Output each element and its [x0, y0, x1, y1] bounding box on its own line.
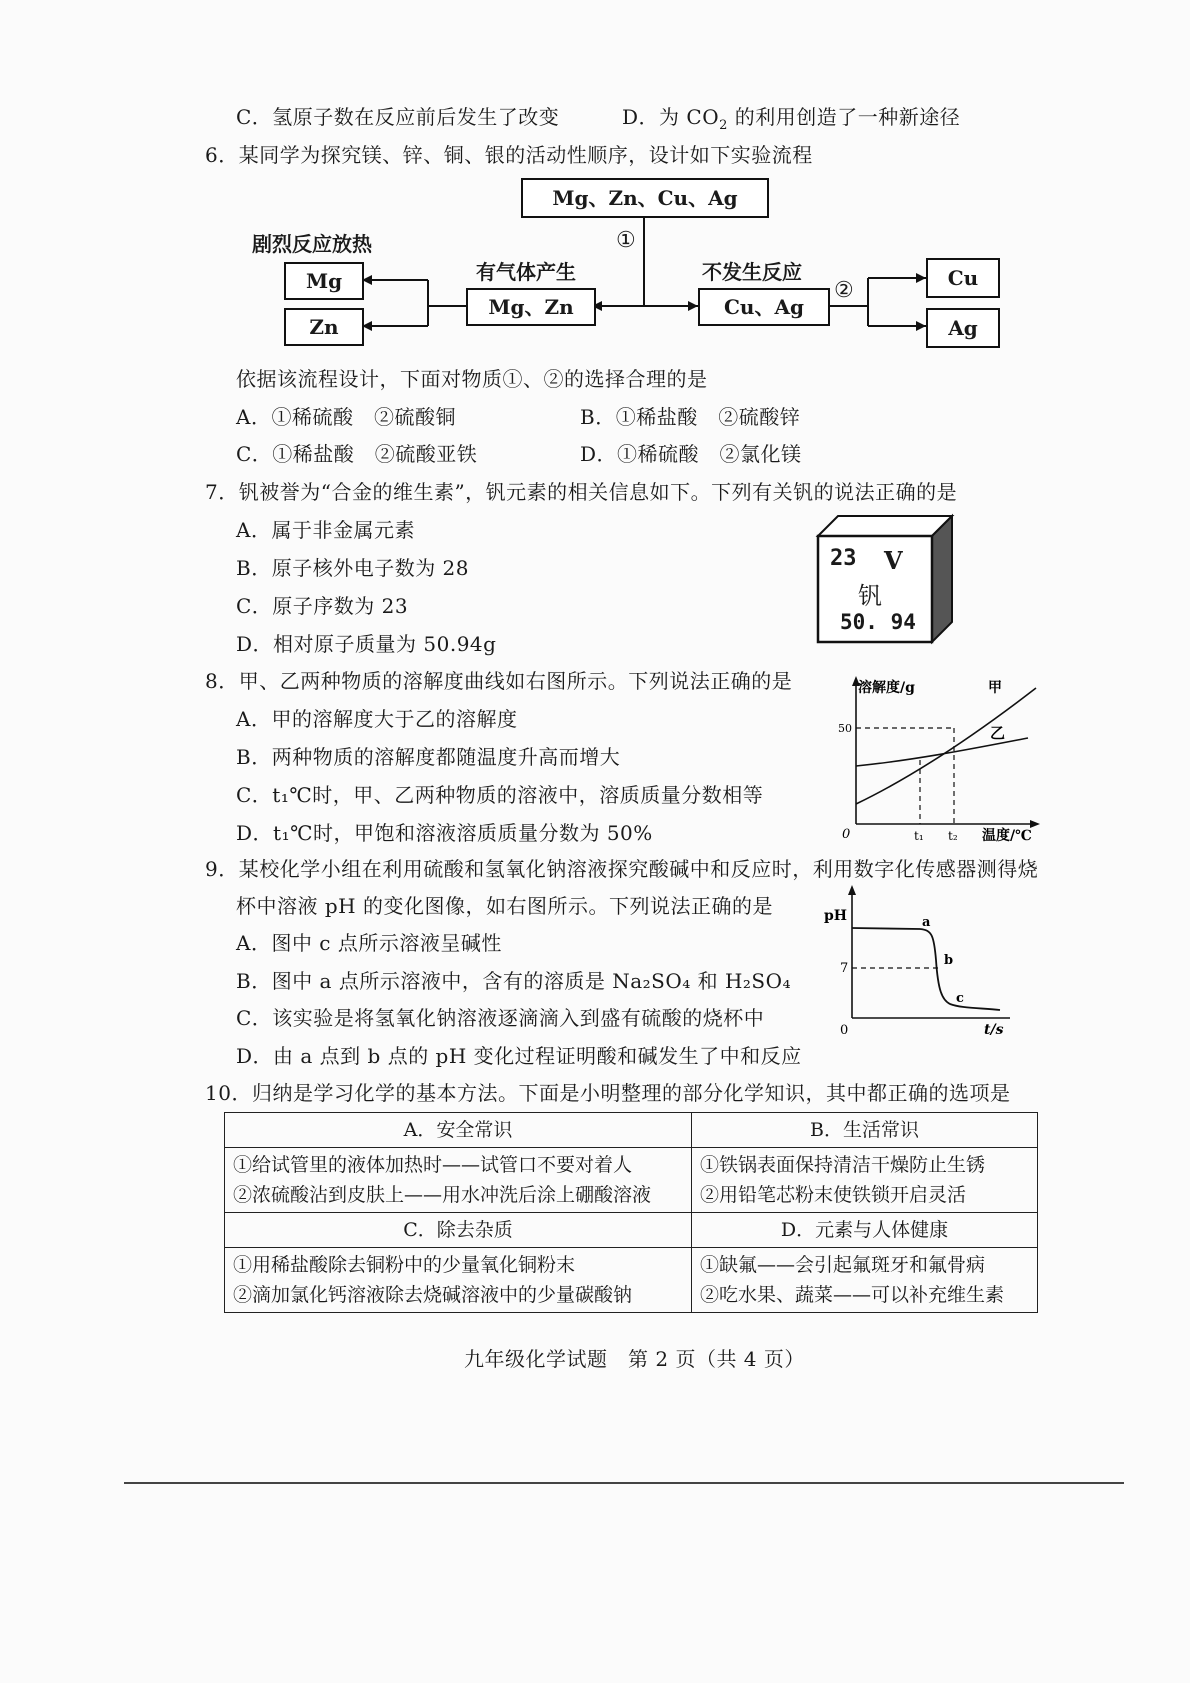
q6-option-c: C．①稀盐酸 ②硫酸亚铁: [236, 442, 478, 466]
ph-y7-tick: 7: [840, 961, 849, 976]
page-footer: 九年级化学试题 第 2 页（共 4 页）: [464, 1347, 805, 1371]
cell-b-line1: ①铁锅表面保持清洁干燥防止生锈: [700, 1154, 986, 1176]
flow-box-cu-ag: Cu、Ag: [698, 288, 830, 326]
q9-stem-line2: 杯中溶液 pH 的变化图像，如右图所示。下列说法正确的是: [236, 894, 773, 918]
element-atomic-number: 23: [830, 546, 857, 571]
cell-d-head: D．元素与人体健康: [692, 1213, 1038, 1248]
step-2-marker: ②: [834, 278, 854, 303]
element-symbol: V: [884, 546, 903, 575]
element-atomic-mass: 50. 94: [840, 610, 916, 634]
cell-a-body: [225, 1148, 692, 1213]
q7-option-c: C．原子序数为 23: [236, 594, 409, 618]
q7-option-d: D．相对原子质量为 50.94g: [236, 632, 497, 656]
flow-label-no-reaction: 不发生反应: [702, 260, 802, 284]
cell-b-line2: ②用铅笔芯粉末使铁锁开启灵活: [700, 1184, 967, 1206]
cell-d-body: [692, 1248, 1038, 1313]
q9-option-c: C．该实验是将氢氧化钠溶液逐滴滴入到盛有硫酸的烧杯中: [236, 1006, 765, 1030]
q8-option-c: C．t₁℃时，甲、乙两种物质的溶液中，溶质质量分数相等: [236, 783, 764, 807]
flow-box-all-metals: Mg、Zn、Cu、Ag: [521, 178, 769, 218]
page-bottom-rule: [124, 1482, 1124, 1484]
q6-stem: 6．某同学为探究镁、锌、铜、银的活动性顺序，设计如下实验流程: [205, 143, 813, 167]
flow-label-violent: 剧烈反应放热: [252, 232, 372, 256]
flow-box-mg-zn: Mg、Zn: [466, 288, 596, 326]
cell-a-line1: ①给试管里的液体加热时——试管口不要对着人: [233, 1154, 633, 1176]
q6-option-a: A．①稀硫酸 ②硫酸铜: [236, 405, 456, 429]
q6-question: 依据该流程设计，下面对物质①、②的选择合理的是: [236, 367, 708, 391]
q9-option-d: D．由 a 点到 b 点的 pH 变化过程证明酸和碱发生了中和反应: [236, 1044, 802, 1068]
q8-stem: 8．甲、乙两种物质的溶解度曲线如右图所示。下列说法正确的是: [205, 669, 793, 693]
q9-stem-line1: 9．某校化学小组在利用硫酸和氢氧化钠溶液探究酸碱中和反应时，利用数字化传感器测得烧: [205, 857, 1039, 881]
cell-c-head: C．除去杂质: [225, 1213, 692, 1248]
ph-chart: [820, 880, 1020, 1040]
q8-option-b: B．两种物质的溶解度都随温度升高而增大: [236, 745, 621, 769]
cell-b-body: [692, 1148, 1038, 1213]
q9-option-b: B．图中 a 点所示溶液中，含有的溶质是 Na₂SO₄ 和 H₂SO₄: [236, 969, 792, 993]
cell-d-line2: ②吃水果、蔬菜——可以补充维生素: [700, 1284, 1005, 1306]
curve-jia: [856, 688, 1036, 804]
flow-box-ag: Ag: [926, 308, 1000, 348]
ph-curve: [852, 928, 1000, 1010]
q5-option-d-subscript: 2: [719, 118, 728, 133]
cell-a-head: A．安全常识: [225, 1113, 692, 1148]
ph-origin: 0: [840, 1023, 849, 1038]
chart-t1-tick: t₁: [914, 829, 924, 843]
chart-t2-tick: t₂: [948, 829, 958, 843]
chart-y50-tick: 50: [838, 722, 852, 735]
ph-y-label: pH: [824, 908, 848, 924]
point-b-label: b: [944, 953, 954, 968]
solubility-chart: [836, 672, 1048, 848]
series-yi-label: 乙: [990, 724, 1006, 742]
chart-x-label: 温度/℃: [982, 828, 1032, 844]
q8-option-d: D．t₁℃时，甲饱和溶液溶质质量分数为 50%: [236, 821, 653, 845]
knowledge-table: [224, 1112, 1038, 1313]
cell-c-line2: ②滴加氯化钙溶液除去烧碱溶液中的少量碳酸钠: [233, 1284, 633, 1306]
flow-box-cu: Cu: [926, 258, 1000, 298]
point-a-label: a: [922, 915, 931, 930]
element-name: 钒: [858, 582, 882, 610]
q6-option-b: B．①稀盐酸 ②硫酸锌: [580, 405, 801, 429]
cell-b-head: B．生活常识: [692, 1113, 1038, 1148]
cell-c-line1: ①用稀盐酸除去铜粉中的少量氧化铜粉末: [233, 1254, 576, 1276]
q7-option-a: A．属于非金属元素: [236, 518, 415, 542]
q9-option-a: A．图中 c 点所示溶液呈碱性: [236, 931, 502, 955]
flow-box-mg: Mg: [284, 262, 364, 300]
ph-x-label: t/s: [984, 1022, 1004, 1038]
cell-d-line1: ①缺氟——会引起氟斑牙和氟骨病: [700, 1254, 986, 1276]
chart-y-label: 溶解度/g: [858, 680, 915, 696]
q5-option-c: C．氢原子数在反应前后发生了改变: [236, 105, 560, 129]
q5-option-d-text-2: 的利用创造了一种新途径: [727, 105, 961, 129]
curve-yi: [856, 738, 1028, 766]
cell-c-body: [225, 1248, 692, 1313]
q7-option-b: B．原子核外电子数为 28: [236, 556, 470, 580]
cell-a-line2: ②浓硫酸沾到皮肤上——用水冲洗后涂上硼酸溶液: [233, 1184, 652, 1206]
chart-origin: 0: [842, 827, 851, 842]
q7-stem: 7．钒被誉为“合金的维生素”，钒元素的相关信息如下。下列有关钒的说法正确的是: [205, 480, 958, 504]
series-jia-label: 甲: [988, 680, 1002, 696]
point-c-label: c: [956, 991, 964, 1006]
q5-option-d-text: D．为 CO: [622, 105, 720, 129]
q8-option-a: A．甲的溶解度大于乙的溶解度: [236, 707, 518, 731]
flow-box-zn: Zn: [284, 308, 364, 346]
flow-label-gas: 有气体产生: [476, 260, 576, 284]
q6-option-d: D．①稀硫酸 ②氯化镁: [580, 442, 802, 466]
step-1-marker: ①: [616, 228, 636, 253]
q10-stem: 10．归纳是学习化学的基本方法。下面是小明整理的部分化学知识，其中都正确的选项是: [205, 1081, 1011, 1105]
